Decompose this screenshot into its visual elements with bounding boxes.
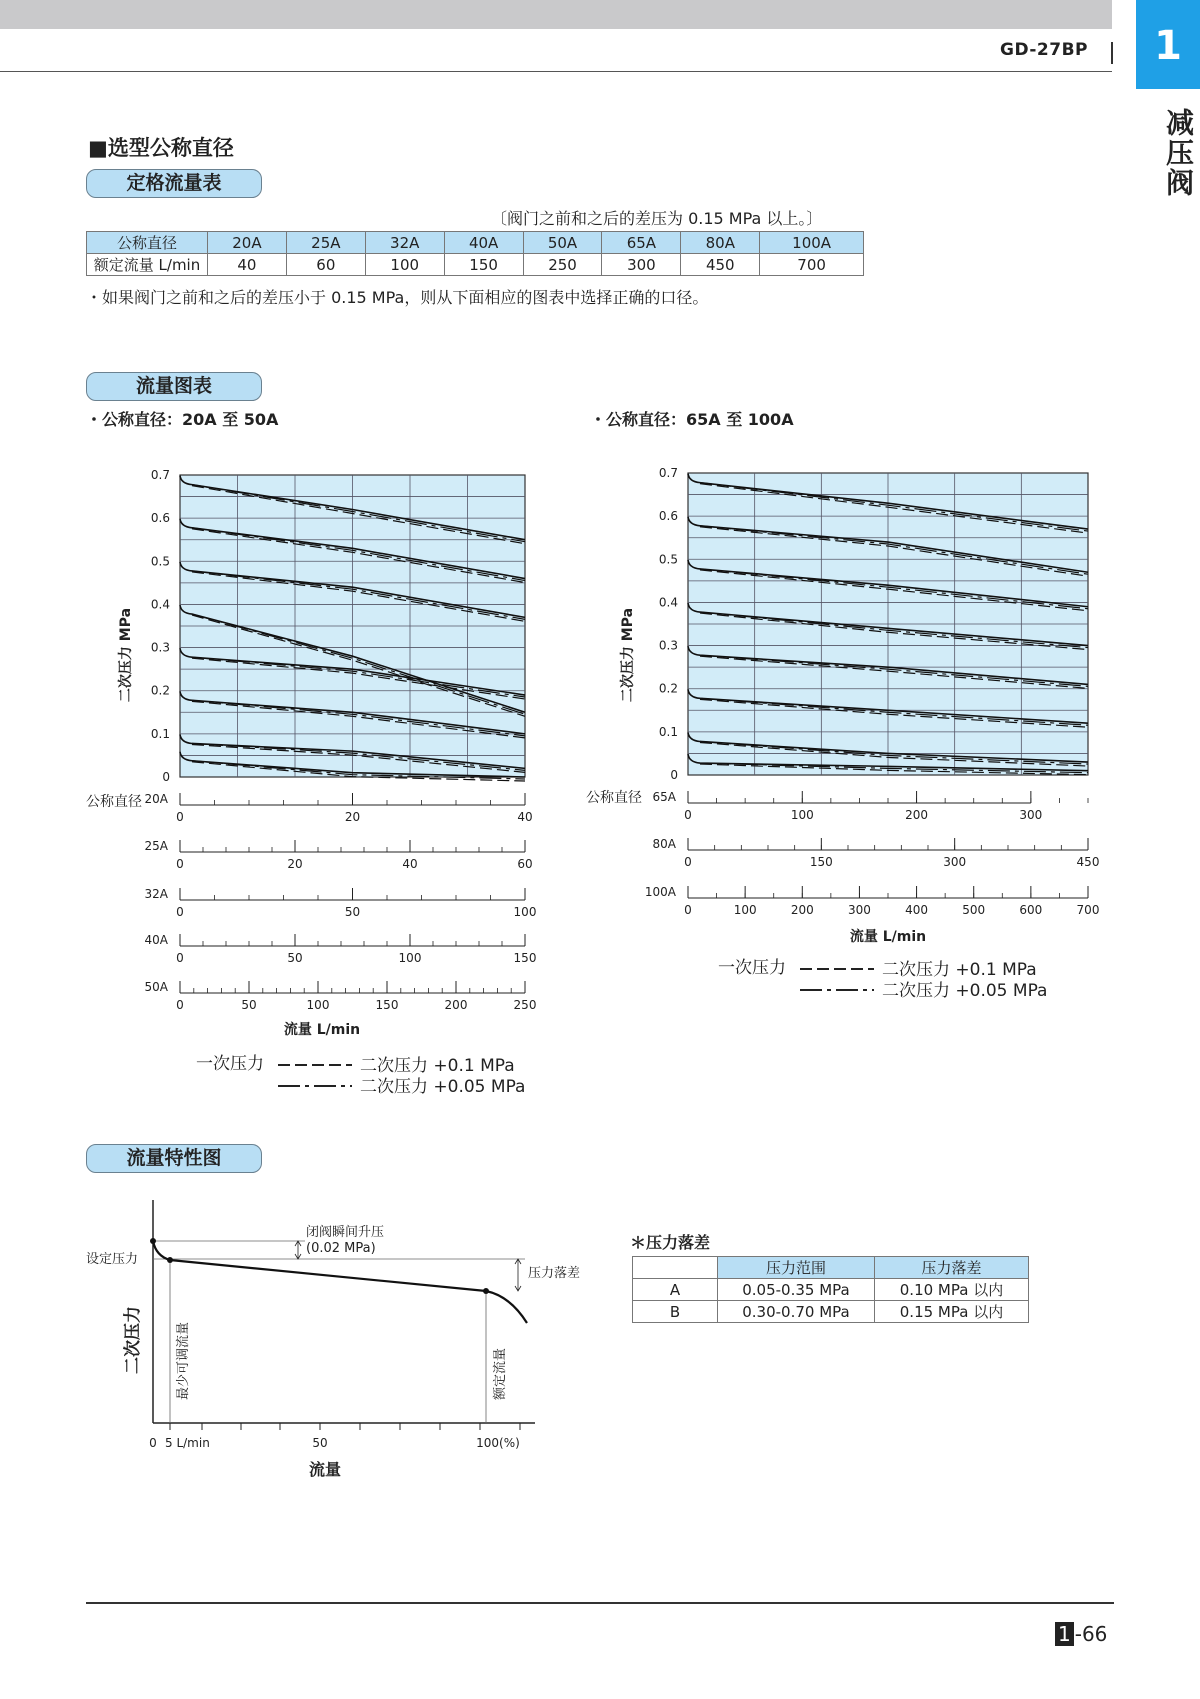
scale-tick-label: 300 xyxy=(847,903,871,917)
y-tick-label: 0.4 xyxy=(150,597,170,612)
characteristic-svg xyxy=(80,1190,581,1490)
row-label: 额定流量 L/min xyxy=(87,254,208,276)
size-cell: 25A xyxy=(286,232,365,254)
left-y-axis-label: 二次压力 MPa xyxy=(118,607,134,703)
y-tick-label: 0.6 xyxy=(150,511,170,526)
surge-value: (0.02 MPa) xyxy=(306,1241,376,1256)
scale-tick-label: 100 xyxy=(790,808,814,822)
right-chart xyxy=(586,466,1099,1001)
char-y-label: 二次压力 xyxy=(123,1306,143,1374)
cell: 0.30-0.70 MPa xyxy=(718,1301,875,1323)
left-x-axis-label: 流量 L/min xyxy=(283,1022,361,1038)
y-tick-label: 0.4 xyxy=(658,595,678,610)
legend-dashdot: 二次压力 +0.05 MPa xyxy=(360,1077,526,1097)
size-cell: 20A xyxy=(208,232,287,254)
scale-tick-label: 20 xyxy=(287,857,303,871)
scale-size-label: 50A xyxy=(144,980,168,994)
cell: B xyxy=(633,1301,718,1323)
size-cell: 80A xyxy=(681,232,760,254)
left-chart-title: ・公称直径：20A 至 50A xyxy=(86,410,279,429)
flow-chart-pill: 流量图表 xyxy=(86,372,262,401)
y-tick-label: 0 xyxy=(162,770,170,784)
char-x-tick: 100(%) xyxy=(476,1436,520,1450)
scale-size-label: 40A xyxy=(144,933,168,947)
scale-tick-label: 150 xyxy=(375,998,399,1012)
legend-primary: 一次压力 xyxy=(718,958,786,978)
rated-flow-note: ・如果阀门之前和之后的差压小于 0.15 MPa，则从下面相应的图表中选择正确的口径。 xyxy=(86,288,709,307)
scale-tick-label: 150 xyxy=(513,951,537,965)
scale-size-label: 65A xyxy=(652,790,676,804)
legend-dash: 二次压力 +0.1 MPa xyxy=(360,1056,515,1076)
scale-tick-label: 0 xyxy=(176,951,184,965)
size-cell: 100A xyxy=(760,232,864,254)
char-x-label: 流量 xyxy=(308,1460,342,1479)
rated-flow-label: 额定流量 xyxy=(493,1347,508,1400)
scale-tick-label: 40 xyxy=(517,810,533,824)
table-row xyxy=(633,1279,1029,1301)
flow-cell: 40 xyxy=(208,254,287,276)
scale-tick-label: 450 xyxy=(1076,855,1100,869)
point xyxy=(150,1238,156,1244)
y-tick-label: 0.3 xyxy=(658,638,678,653)
scale-size-label: 80A xyxy=(652,837,676,851)
y-tick-label: 0.6 xyxy=(658,509,678,524)
y-tick-label: 0.1 xyxy=(658,724,678,739)
scale-size-label: 100A xyxy=(644,885,676,899)
top-bar xyxy=(0,0,1112,29)
char-x-tick: 5 L/min xyxy=(165,1436,210,1450)
scale-tick-label: 500 xyxy=(962,903,986,917)
scale-tick-label: 250 xyxy=(513,998,537,1012)
flow-cell: 450 xyxy=(681,254,760,276)
cell: 0.15 MPa 以内 xyxy=(875,1301,1029,1323)
set-pressure-label: 设定压力 xyxy=(86,1252,139,1267)
cell: 0.05-0.35 MPa xyxy=(718,1279,875,1301)
size-cell: 40A xyxy=(444,232,523,254)
point xyxy=(167,1257,173,1263)
scale-tick-label: 150 xyxy=(809,855,833,869)
y-tick-label: 0.1 xyxy=(150,726,170,741)
right-legend xyxy=(718,958,1047,1001)
y-tick-label: 0.2 xyxy=(150,683,170,698)
scale-tick-label: 0 xyxy=(176,810,184,824)
right-size-label: 公称直径 xyxy=(586,790,642,806)
scale-tick-label: 300 xyxy=(1019,808,1043,822)
flow-cell: 150 xyxy=(444,254,523,276)
right-x-axis-label: 流量 L/min xyxy=(849,929,927,945)
scale-tick-label: 60 xyxy=(517,857,533,871)
right-chart-title: ・公称直径：65A 至 100A xyxy=(590,410,794,429)
scale-tick-label: 400 xyxy=(905,903,929,917)
scale-tick-label: 300 xyxy=(943,855,967,869)
page-number xyxy=(1055,1622,1107,1646)
y-tick-label: 0.5 xyxy=(150,554,170,569)
flow-cell: 300 xyxy=(602,254,681,276)
droop-label: 压力落差 xyxy=(528,1266,581,1281)
y-tick-label: 0 xyxy=(670,768,678,782)
y-tick-label: 0.5 xyxy=(658,552,678,567)
scale-tick-label: 0 xyxy=(684,808,692,822)
flow-cell: 250 xyxy=(523,254,602,276)
scale-tick-label: 100 xyxy=(398,951,422,965)
scale-tick-label: 0 xyxy=(176,905,184,919)
section-title: ■选型公称直径 xyxy=(88,136,234,160)
flow-cell: 700 xyxy=(760,254,864,276)
scale-tick-label: 200 xyxy=(790,903,814,917)
scale-tick-label: 100 xyxy=(306,998,330,1012)
scale-tick-label: 600 xyxy=(1019,903,1043,917)
flow-charts-svg xyxy=(0,440,1120,1110)
header-cell: 压力范围 xyxy=(718,1257,875,1279)
y-tick-label: 0.2 xyxy=(658,681,678,696)
scale-tick-label: 0 xyxy=(176,998,184,1012)
table-row xyxy=(87,254,864,276)
char-x-tick: 0 xyxy=(149,1436,157,1450)
footer-rule xyxy=(86,1602,1114,1604)
empty-cell xyxy=(633,1257,718,1279)
category-title: 减压阀 xyxy=(1162,108,1195,198)
row-label: 公称直径 xyxy=(87,232,208,254)
droop-table-title: ＊压力落差 xyxy=(630,1233,711,1252)
min-flow-label: 最少可调流量 xyxy=(176,1321,191,1400)
surge-title: 闭阀瞬间升压 xyxy=(306,1225,385,1240)
scale-tick-label: 100 xyxy=(513,905,537,919)
point xyxy=(483,1288,489,1294)
size-cell: 32A xyxy=(365,232,444,254)
scale-tick-label: 200 xyxy=(444,998,468,1012)
cell: A xyxy=(633,1279,718,1301)
y-tick-label: 0.3 xyxy=(150,640,170,655)
page-box: 1 xyxy=(1055,1622,1074,1646)
size-cell: 50A xyxy=(523,232,602,254)
flow-cell: 60 xyxy=(286,254,365,276)
right-y-axis-label: 二次压力 MPa xyxy=(620,607,636,703)
table-row xyxy=(633,1301,1029,1323)
left-legend xyxy=(196,1054,525,1097)
scale-tick-label: 200 xyxy=(905,808,929,822)
characteristic-pill: 流量特性图 xyxy=(86,1144,262,1173)
y-tick-label: 0.7 xyxy=(658,466,678,480)
table-row xyxy=(87,232,864,254)
scale-size-label: 20A xyxy=(144,792,168,806)
scale-tick-label: 50 xyxy=(241,998,257,1012)
rated-flow-condition: 〔阀门之前和之后的差压为 0.15 MPa 以上。〕 xyxy=(491,209,823,228)
y-tick-label: 0.7 xyxy=(150,468,170,482)
char-x-tick: 50 xyxy=(312,1436,328,1450)
droop-table xyxy=(632,1256,1029,1323)
header-rule xyxy=(0,71,1112,72)
flow-cell: 100 xyxy=(365,254,444,276)
scale-tick-label: 20 xyxy=(344,810,361,824)
scale-tick-label: 50 xyxy=(344,905,361,919)
chapter-tab[interactable]: 1 xyxy=(1136,0,1200,89)
scale-tick-label: 40 xyxy=(402,857,418,871)
legend-primary: 一次压力 xyxy=(196,1054,264,1074)
x-ticks xyxy=(170,1423,520,1430)
legend-dash: 二次压力 +0.1 MPa xyxy=(882,960,1037,980)
page-suffix: -66 xyxy=(1074,1622,1108,1646)
scale-tick-label: 50 xyxy=(287,951,303,965)
scale-tick-label: 700 xyxy=(1076,903,1100,917)
cell: 0.10 MPa 以内 xyxy=(875,1279,1029,1301)
scale-tick-label: 0 xyxy=(684,903,692,917)
size-cell: 65A xyxy=(602,232,681,254)
model-code: GD-27BP xyxy=(1000,40,1089,60)
scale-tick-label: 0 xyxy=(176,857,184,871)
scale-tick-label: 100 xyxy=(733,903,757,917)
legend-dashdot: 二次压力 +0.05 MPa xyxy=(882,981,1048,1001)
table-row xyxy=(633,1257,1029,1279)
header-separator xyxy=(1111,42,1113,64)
left-size-label: 公称直径 xyxy=(86,794,142,810)
left-chart xyxy=(86,468,536,1097)
rated-flow-table xyxy=(86,231,864,276)
scale-tick-label: 0 xyxy=(684,855,692,869)
rated-flow-pill: 定格流量表 xyxy=(86,169,262,198)
scale-size-label: 25A xyxy=(144,839,168,853)
scale-size-label: 32A xyxy=(144,887,168,901)
header-cell: 压力落差 xyxy=(875,1257,1029,1279)
